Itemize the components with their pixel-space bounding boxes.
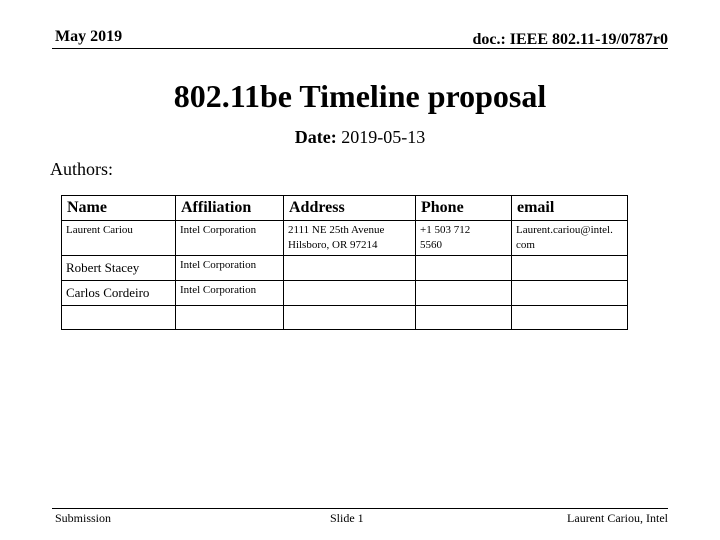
column-header-affiliation: Affiliation — [176, 196, 284, 221]
author-address — [284, 306, 416, 330]
footer-author: Laurent Cariou, Intel — [567, 511, 668, 525]
author-phone — [416, 306, 512, 330]
header-divider — [52, 48, 668, 49]
author-name: Robert Stacey — [62, 256, 176, 281]
author-name — [62, 306, 176, 330]
header-date: May 2019 — [55, 28, 123, 45]
author-email — [512, 221, 628, 256]
author-phone — [416, 281, 512, 306]
column-header-email: email — [512, 196, 628, 221]
author-address — [284, 256, 416, 281]
table-header-row — [62, 196, 628, 221]
date-label: Date: — [294, 127, 337, 147]
author-name: Laurent Cariou — [62, 221, 176, 256]
date-line — [0, 127, 720, 148]
table-row — [62, 306, 628, 330]
author-affiliation: Intel Corporation — [176, 221, 284, 256]
author-affiliation: Intel Corporation — [176, 281, 284, 306]
date-value: 2019-05-13 — [341, 127, 426, 147]
column-header-name: Name — [62, 196, 176, 221]
author-email — [512, 281, 628, 306]
header-doc-id: doc.: IEEE 802.11-19/0787r0 — [472, 31, 668, 48]
authors-table — [61, 195, 628, 330]
author-email — [512, 306, 628, 330]
author-affiliation: Intel Corporation — [176, 256, 284, 281]
address-line-1: 2111 NE 25th Avenue — [288, 224, 385, 236]
column-header-address: Address — [284, 196, 416, 221]
author-phone — [416, 221, 512, 256]
phone-line-2: 5560 — [420, 239, 442, 251]
email-line-2: com — [516, 239, 535, 251]
table-row — [62, 281, 628, 306]
email-line-1: Laurent.cariou@intel. — [516, 224, 613, 236]
column-header-phone: Phone — [416, 196, 512, 221]
author-name: Carlos Cordeiro — [62, 281, 176, 306]
author-email — [512, 256, 628, 281]
author-phone — [416, 256, 512, 281]
footer-slide-number: Slide 1 — [330, 511, 364, 525]
table-row — [62, 221, 628, 256]
author-affiliation — [176, 306, 284, 330]
authors-label: Authors: — [50, 159, 113, 179]
footer-divider — [52, 508, 668, 509]
slide-title: 802.11be Timeline proposal — [173, 78, 547, 114]
author-address — [284, 281, 416, 306]
table-row — [62, 256, 628, 281]
phone-line-1: +1 503 712 — [420, 224, 471, 236]
author-address — [284, 221, 416, 256]
footer-submission: Submission — [55, 511, 112, 525]
address-line-2: Hilsboro, OR 97214 — [288, 239, 378, 251]
